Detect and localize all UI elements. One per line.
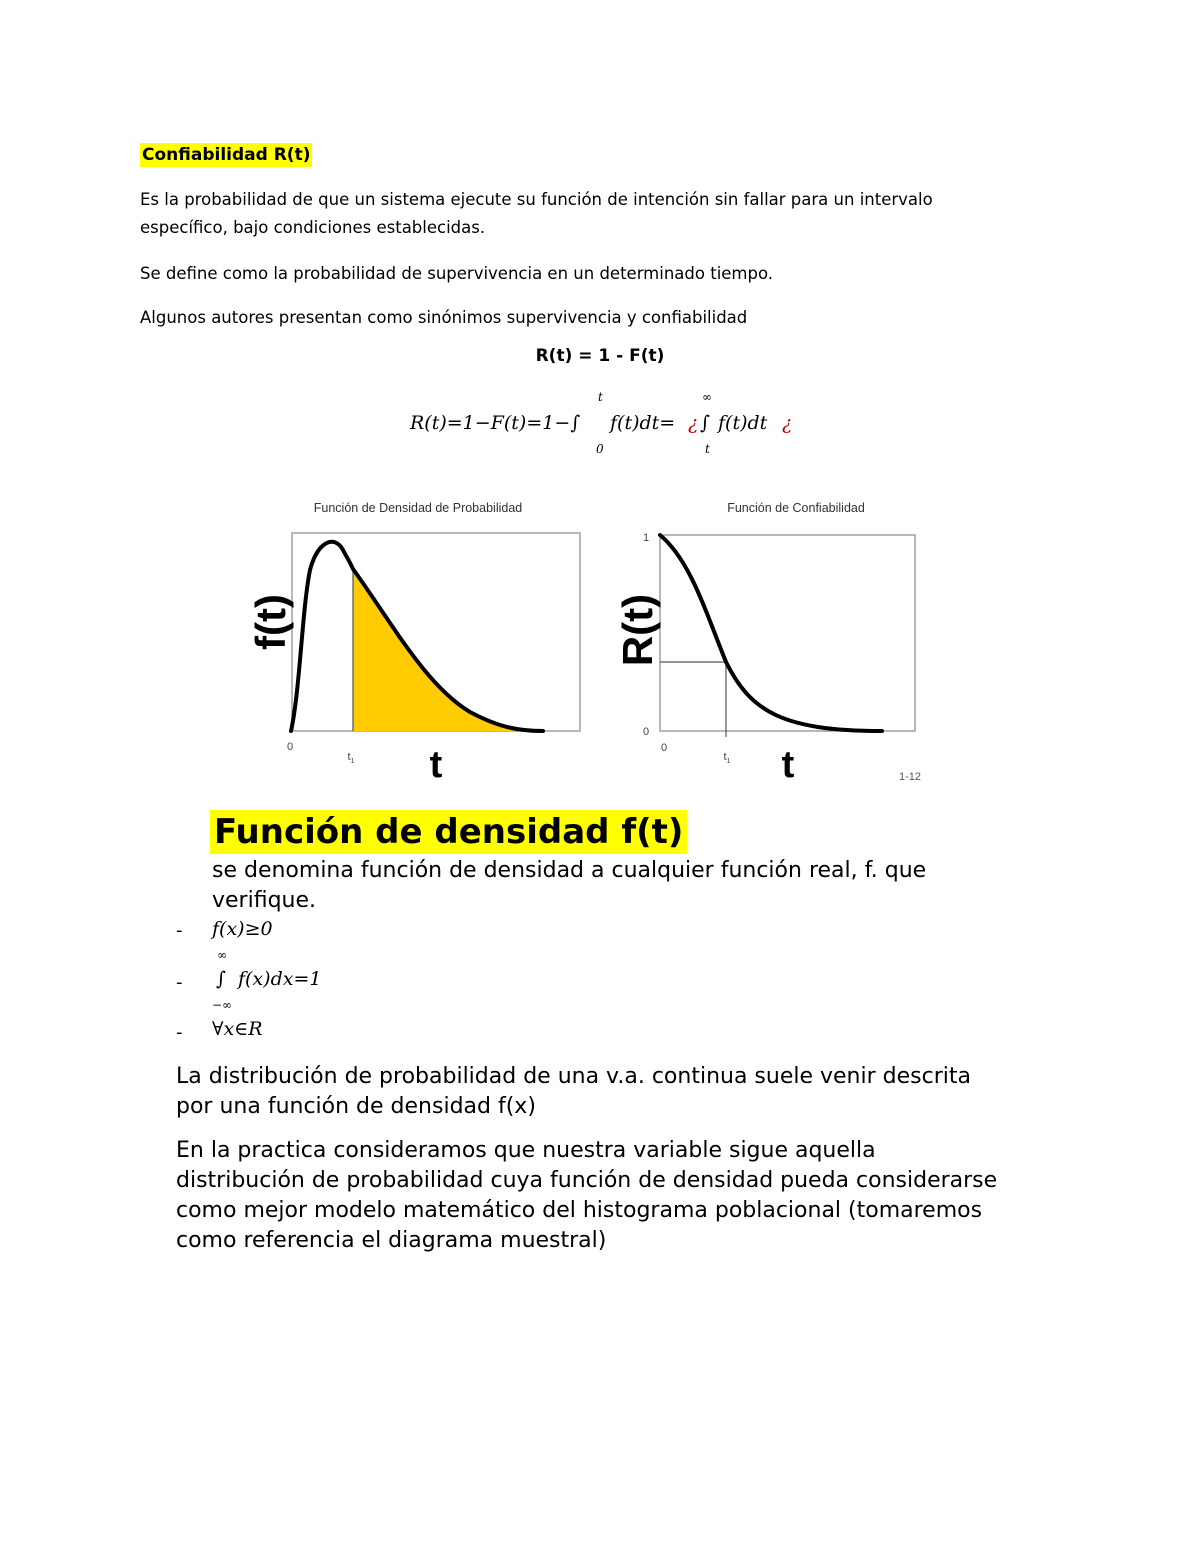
right-y-label: R(t) — [614, 593, 661, 667]
right-x-label: t — [781, 744, 795, 786]
density-intro-line2: verifique. — [212, 888, 317, 913]
right-plot-frame — [660, 535, 915, 731]
left-y-label: f(t) — [247, 594, 294, 650]
para-practice-line3: como mejor modelo matemático del histograma poblacional (tomaremos — [176, 1198, 983, 1223]
int2-upper: ∞ — [702, 390, 712, 404]
slide-number: 1-12 — [898, 771, 922, 783]
formula-integral-error-glyph: ¿ — [688, 412, 699, 434]
density-intro-line1: se denomina función de densidad a cualquier función real, f. que — [212, 858, 927, 883]
formula-integral-error-glyph-2: ¿ — [782, 412, 793, 434]
right-panel-title: Función de Confiabilidad — [727, 501, 865, 515]
section-title-density: Función de densidad f(t) — [210, 810, 687, 854]
bullet-dash-1: - — [176, 920, 183, 941]
cond2-lower: −∞ — [212, 998, 233, 1012]
para-distribution-line2: por una función de densidad f(x) — [176, 1094, 536, 1119]
para-practice-line4: como referencia el diagrama muestral) — [176, 1228, 607, 1253]
right-tick-t1: $t_1$ — [723, 751, 731, 765]
para-practice-line2: distribución de probabilidad cuya función de densidad pueda considerarse — [176, 1168, 998, 1193]
formula-integral-right: f(t)dt — [718, 412, 768, 434]
left-tick-t1: $t_1$ — [347, 751, 355, 765]
paragraph-definition-line2: específico, bajo condiciones establecidas. — [140, 218, 486, 237]
left-tick-zero: 0 — [286, 741, 294, 753]
formula-reliability: R(t) = 1 - F(t) — [535, 346, 665, 366]
paragraph-definition-line1: Es la probabilidad de que un sistema ejecute su función de intención sin fallar para un intervalo — [140, 190, 933, 209]
condition-integral-one: f(x)dx=1 — [238, 968, 322, 990]
int2-lower: t — [705, 442, 710, 456]
cond2-integral-sign: ∫ — [216, 968, 226, 990]
bullet-dash-2: - — [176, 972, 183, 993]
left-panel-title: Función de Densidad de Probabilidad — [313, 501, 523, 515]
paragraph-synonyms: Algunos autores presentan como sinónimos supervivencia y confiabilidad — [140, 308, 748, 327]
formula-integral-left: R(t)=1−F(t)=1−∫ — [410, 412, 581, 434]
cond2-upper: ∞ — [217, 948, 227, 962]
condition-forall-real: ∀x∈R — [212, 1018, 263, 1040]
section-title-confiabilidad: Confiabilidad R(t) — [142, 145, 311, 165]
formula-integral-mid: f(t)dt= — [610, 412, 676, 434]
formula-integral — [410, 388, 810, 458]
int1-upper: t — [598, 390, 603, 404]
reliability-figure — [240, 490, 940, 790]
condition-nonnegative: f(x)≥0 — [212, 918, 273, 940]
right-y-bottom: 0 — [642, 726, 650, 738]
int1-lower: 0 — [596, 442, 604, 456]
paragraph-survival: Se define como la probabilidad de supervivencia en un determinado tiempo. — [140, 264, 774, 283]
para-distribution-line1: La distribución de probabilidad de una v.a. continua suele venir descrita — [176, 1064, 971, 1089]
formula-integral-mid2: ∫ — [700, 412, 710, 434]
right-y-top: 1 — [642, 532, 650, 544]
left-x-label: t — [429, 744, 443, 786]
density-conditions-list — [176, 918, 576, 1048]
right-tick-zero: 0 — [660, 742, 668, 754]
para-practice-line1: En la practica consideramos que nuestra variable sigue aquella — [176, 1138, 876, 1163]
bullet-dash-3: - — [176, 1022, 183, 1043]
